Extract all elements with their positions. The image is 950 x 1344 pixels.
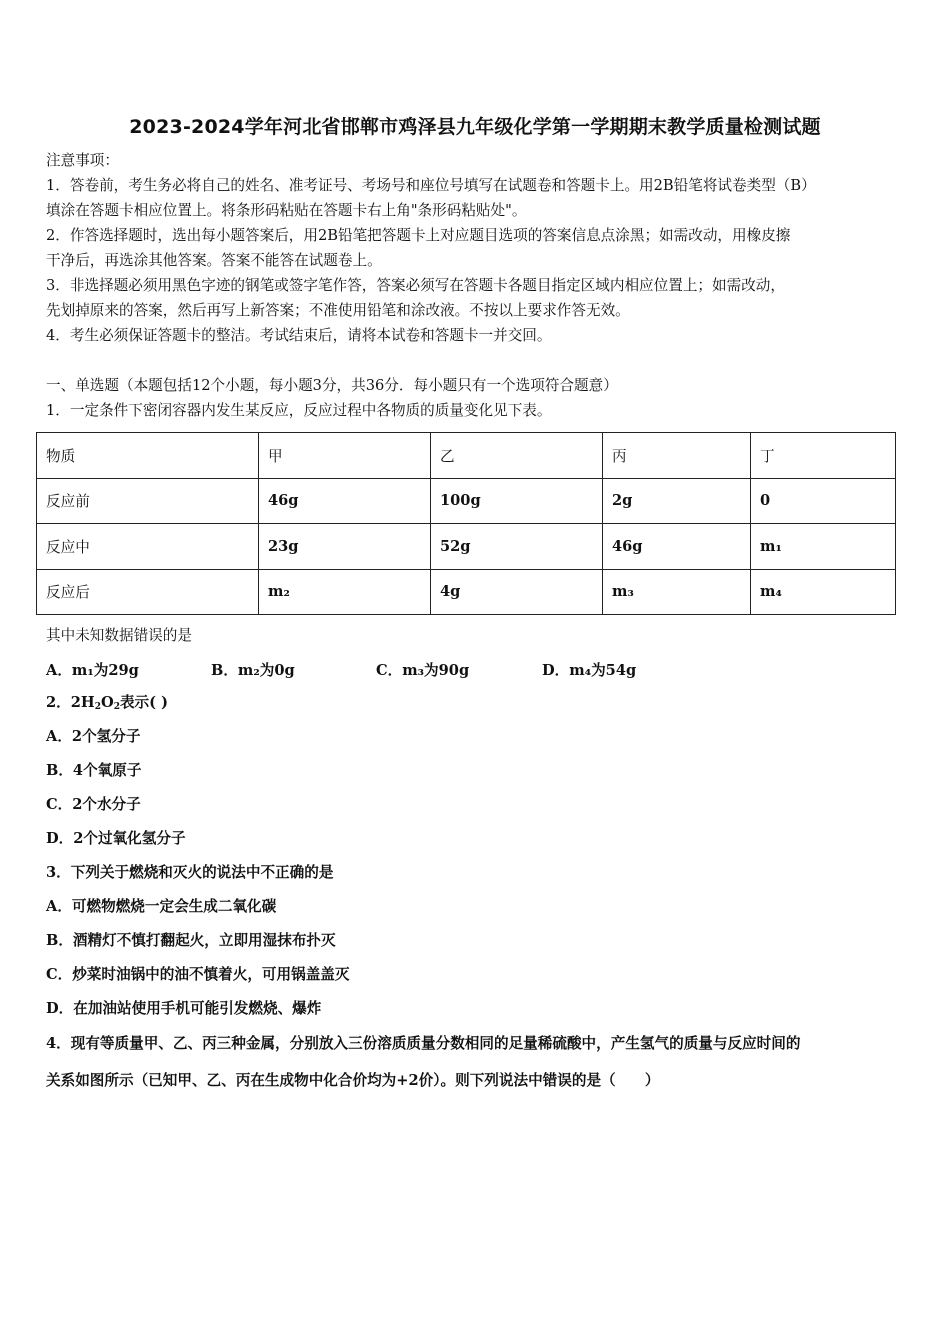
table-row <box>37 569 896 615</box>
question-4-stem-continued: 关系如图所示（已知甲、乙、丙在生成物中化合价均为+2价）。则下列说法中错误的是（ ） <box>46 1072 660 1089</box>
notice-line: 4．考生必须保证答题卡的整洁。考试结束后，请将本试卷和答题卡一并交回。 <box>46 327 552 344</box>
table-cell: m₂ <box>259 569 431 615</box>
question-1-stem: 1．一定条件下密闭容器内发生某反应，反应过程中各物质的质量变化见下表。 <box>46 402 552 419</box>
table-cell: 反应前 <box>37 478 259 524</box>
table-cell: 46g <box>603 524 751 570</box>
option-a: A．m₁为29g <box>46 662 139 679</box>
option-b: B．4个氧原子 <box>46 762 142 779</box>
table-cell: 100g <box>431 478 603 524</box>
question-1-prompt: 其中未知数据错误的是 <box>46 627 192 644</box>
q2-text: 表示( ) <box>119 694 169 711</box>
question-4-stem: 4．现有等质量甲、乙、丙三种金属，分别放入三份溶质质量分数相同的足量稀硫酸中，产生氢气的质量与反应时间的 <box>46 1035 801 1052</box>
notice-line: 2．作答选择题时，选出每小题答案后，用2B铅笔把答题卡上对应题目选项的答案信息点涂黑；如需改动，用橡皮擦 <box>46 227 791 244</box>
table-cell: 乙 <box>431 433 603 479</box>
table-cell: 52g <box>431 524 603 570</box>
table-cell: 丙 <box>603 433 751 479</box>
question-2-stem <box>46 693 168 717</box>
mass-change-table <box>36 432 896 615</box>
q2-subscript: 2 <box>113 702 120 712</box>
q2-text: 2．2H <box>46 694 95 711</box>
table-cell: m₃ <box>603 569 751 615</box>
option-d: D．m₄为54g <box>542 662 637 679</box>
table-cell: 46g <box>259 478 431 524</box>
table-cell: m₁ <box>751 524 896 570</box>
table-cell: 4g <box>431 569 603 615</box>
table-cell: 23g <box>259 524 431 570</box>
notice-line: 3．非选择题必须用黑色字迹的钢笔或签字笔作答，答案必须写在答题卡各题目指定区域内相应位置上；如需改动， <box>46 277 785 294</box>
notice-line: 先划掉原来的答案，然后再写上新答案；不准使用铅笔和涂改液。不按以上要求作答无效。 <box>46 302 630 319</box>
option-d: D．2个过氧化氢分子 <box>46 830 186 847</box>
notice-line: 1．答卷前，考生务必将自己的姓名、准考证号、考场号和座位号填写在试题卷和答题卡上。用2B铅笔将试卷类型（B） <box>46 177 816 194</box>
table-cell: 反应中 <box>37 524 259 570</box>
notice-heading: 注意事项： <box>46 152 119 169</box>
option-d: D．在加油站使用手机可能引发燃烧、爆炸 <box>46 1000 322 1017</box>
notice-line: 填涂在答题卡相应位置上。将条形码粘贴在答题卡右上角"条形码粘贴处"。 <box>46 202 527 219</box>
table-cell: m₄ <box>751 569 896 615</box>
table-cell: 丁 <box>751 433 896 479</box>
question-3-stem: 3．下列关于燃烧和灭火的说法中不正确的是 <box>46 864 334 881</box>
option-a: A．2个氢分子 <box>46 728 141 745</box>
q2-subscript: 2 <box>94 702 101 712</box>
table-row <box>37 524 896 570</box>
q2-text: O <box>100 694 114 711</box>
table-row <box>37 478 896 524</box>
option-b: B．酒精灯不慎打翻起火，立即用湿抹布扑灭 <box>46 932 336 949</box>
option-c: C．炒菜时油锅中的油不慎着火，可用锅盖盖灭 <box>46 966 350 983</box>
option-c: C．m₃为90g <box>376 662 470 679</box>
option-c: C．2个水分子 <box>46 796 141 813</box>
table-header-row <box>37 433 896 479</box>
table-cell: 反应后 <box>37 569 259 615</box>
exam-title: 2023-2024学年河北省邯郸市鸡泽县九年级化学第一学期期末教学质量检测试题 <box>129 116 821 138</box>
table-cell: 物质 <box>37 433 259 479</box>
option-a: A．可燃物燃烧一定会生成二氧化碳 <box>46 898 277 915</box>
section-heading: 一、单选题（本题包括12个小题，每小题3分，共36分．每小题只有一个选项符合题意） <box>46 377 618 394</box>
table-cell: 2g <box>603 478 751 524</box>
notice-line: 干净后，再选涂其他答案。答案不能答在试题卷上。 <box>46 252 382 269</box>
table-cell: 甲 <box>259 433 431 479</box>
table-cell: 0 <box>751 478 896 524</box>
option-b: B．m₂为0g <box>211 662 295 679</box>
